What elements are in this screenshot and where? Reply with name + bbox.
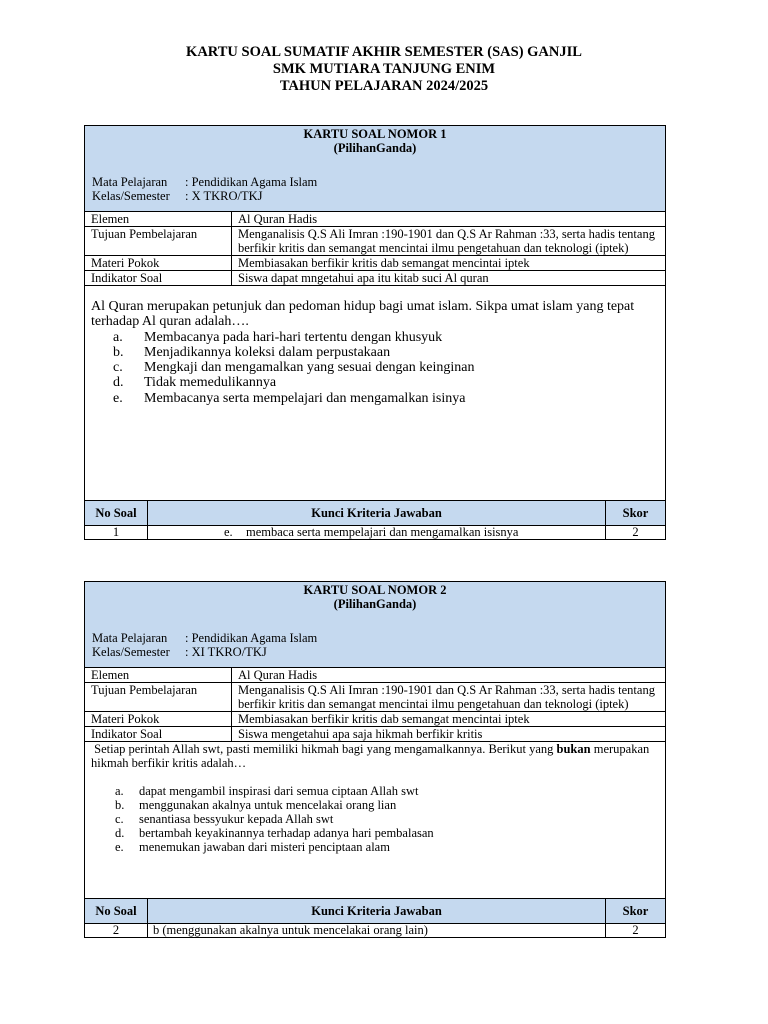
kunci-header: Kunci Kriteria Jawaban	[148, 899, 606, 924]
option-text: bertambah keyakinannya terhadap adanya hari pembalasan	[139, 826, 434, 840]
question-emphasis: bukan	[556, 742, 591, 756]
tujuan-value: Menganalisis Q.S Ali Imran :190-1901 dan Q.S Ar Rahman :33, serta hadis tentang berfikir kritis dan semangat mencintai ilmu pengetahuan dan teknologi (iptek)	[232, 683, 666, 712]
indikator-value: Siswa dapat mngetahui apa itu kitab suci Al quran	[232, 271, 666, 286]
card-meta	[85, 611, 665, 659]
card-number: KARTU SOAL NOMOR 1	[303, 127, 447, 141]
option-letter: e.	[113, 390, 123, 406]
kunci-value: b (menggunakan akalnya untuk mencelakai orang lain)	[148, 924, 606, 938]
option-a	[113, 330, 659, 345]
skor-value: 2	[606, 526, 666, 540]
option-letter: c.	[115, 812, 124, 826]
indikator-label: Indikator Soal	[85, 271, 232, 286]
option-text: Membacanya pada hari-hari tertentu dengan khusyuk	[144, 329, 443, 345]
question-text: Al Quran merupakan petunjuk dan pedoman hidup bagi umat islam. Sikpa umat islam yang tepat terhadap Al quran adalah….	[91, 299, 635, 330]
option-text: Membacanya serta mempelajari dan mengamalkan isinya	[144, 390, 466, 406]
skor-header: Skor	[606, 501, 666, 526]
elemen-value: Al Quran Hadis	[232, 668, 666, 683]
no-soal-value: 1	[85, 526, 148, 540]
question-card-2	[84, 581, 666, 938]
option-d	[115, 826, 659, 840]
option-text: Menjadikannya koleksi dalam perpustakaan	[144, 344, 391, 360]
no-soal-value: 2	[85, 924, 148, 938]
option-b	[115, 798, 659, 812]
option-text: menggunakan akalnya untuk mencelakai orang lian	[139, 798, 397, 812]
no-soal-header: No Soal	[85, 501, 148, 526]
no-soal-header: No Soal	[85, 899, 148, 924]
option-c	[115, 812, 659, 826]
option-b	[113, 345, 659, 360]
answer-letter: e.	[224, 525, 233, 539]
indikator-label: Indikator Soal	[85, 727, 232, 742]
elemen-value: Al Quran Hadis	[232, 212, 666, 227]
subject-label: Mata Pelajaran	[92, 631, 168, 645]
title-line-1: KARTU SOAL SUMATIF AKHIR SEMESTER (SAS) GANJIL	[186, 44, 582, 60]
title-line-3: TAHUN PELAJARAN 2024/2025	[279, 78, 489, 94]
question-area	[85, 742, 665, 898]
kunci-header: Kunci Kriteria Jawaban	[148, 501, 606, 526]
question-text-part: Setiap perintah Allah swt, pasti memiliki hikmah bagi yang mengamalkannya. Berikut yang	[91, 742, 557, 756]
option-letter: b.	[113, 344, 124, 360]
class-value: : XI TKRO/TKJ	[185, 645, 267, 659]
option-text: Tidak memedulikannya	[144, 375, 277, 391]
option-letter: e.	[115, 840, 124, 854]
question-area	[85, 286, 665, 500]
tujuan-label: Tujuan Pembelajaran	[85, 683, 232, 712]
materi-value: Membiasakan berfikir kritis dab semangat mencintai iptek	[232, 256, 666, 271]
option-text: Mengkaji dan mengamalkan yang sesuai dengan keinginan	[144, 360, 475, 376]
kunci-value	[148, 526, 606, 540]
skor-header: Skor	[606, 899, 666, 924]
option-d	[113, 375, 659, 390]
card-header	[85, 126, 665, 212]
info-table	[85, 212, 665, 286]
question-card-1	[84, 125, 666, 540]
materi-value: Membiasakan berfikir kritis dab semangat mencintai iptek	[232, 712, 666, 727]
option-a	[115, 784, 659, 798]
question-text-part: merupakan hikmah berfikir kritis adalah…	[91, 742, 650, 770]
option-text: dapat mengambil inspirasi dari semua ciptaan Allah swt	[139, 784, 419, 798]
option-letter: d.	[115, 826, 125, 840]
elemen-label: Elemen	[85, 212, 232, 227]
tujuan-label: Tujuan Pembelajaran	[85, 227, 232, 256]
options-list	[91, 784, 659, 854]
option-letter: d.	[113, 375, 124, 391]
option-letter: c.	[113, 360, 123, 376]
question-type: (PilihanGanda)	[333, 597, 417, 611]
title-line-2: SMK MUTIARA TANJUNG ENIM	[272, 61, 496, 77]
card-title	[85, 126, 665, 155]
subject-value: : Pendidikan Agama Islam	[185, 175, 318, 189]
subject-value: : Pendidikan Agama Islam	[185, 631, 318, 645]
subject-label: Mata Pelajaran	[92, 175, 168, 189]
document-title	[0, 44, 768, 95]
option-e	[113, 391, 659, 406]
card-header	[85, 582, 665, 668]
class-label: Kelas/Semester	[92, 645, 170, 659]
card-title	[85, 582, 665, 611]
tujuan-value: Menganalisis Q.S Ali Imran :190-1901 dan Q.S Ar Rahman :33, serta hadis tentang berfikir kritis dan semangat mencintai ilmu pengetahuan dan teknologi (iptek)	[232, 227, 666, 256]
answer-key-table	[85, 898, 665, 937]
materi-label: Materi Pokok	[85, 712, 232, 727]
card-meta	[85, 155, 665, 203]
option-letter: a.	[113, 329, 123, 345]
answer-key-table	[85, 500, 665, 539]
elemen-label: Elemen	[85, 668, 232, 683]
options-list	[91, 330, 659, 406]
info-table	[85, 668, 665, 742]
skor-value: 2	[606, 924, 666, 938]
question-type: (PilihanGanda)	[333, 141, 417, 155]
class-value: : X TKRO/TKJ	[185, 189, 263, 203]
card-number: KARTU SOAL NOMOR 2	[303, 583, 447, 597]
option-letter: a.	[115, 784, 124, 798]
option-e	[115, 840, 659, 854]
question-text	[91, 742, 659, 770]
answer-text: membaca serta mempelajari dan mengamalkan isisnya	[246, 525, 519, 539]
option-text: senantiasa bessyukur kepada Allah swt	[139, 812, 334, 826]
option-text: menemukan jawaban dari misteri penciptaan alam	[139, 840, 390, 854]
class-label: Kelas/Semester	[92, 189, 170, 203]
option-letter: b.	[115, 798, 125, 812]
materi-label: Materi Pokok	[85, 256, 232, 271]
option-c	[113, 360, 659, 375]
indikator-value: Siswa mengetahui apa saja hikmah berfikir kritis	[232, 727, 666, 742]
